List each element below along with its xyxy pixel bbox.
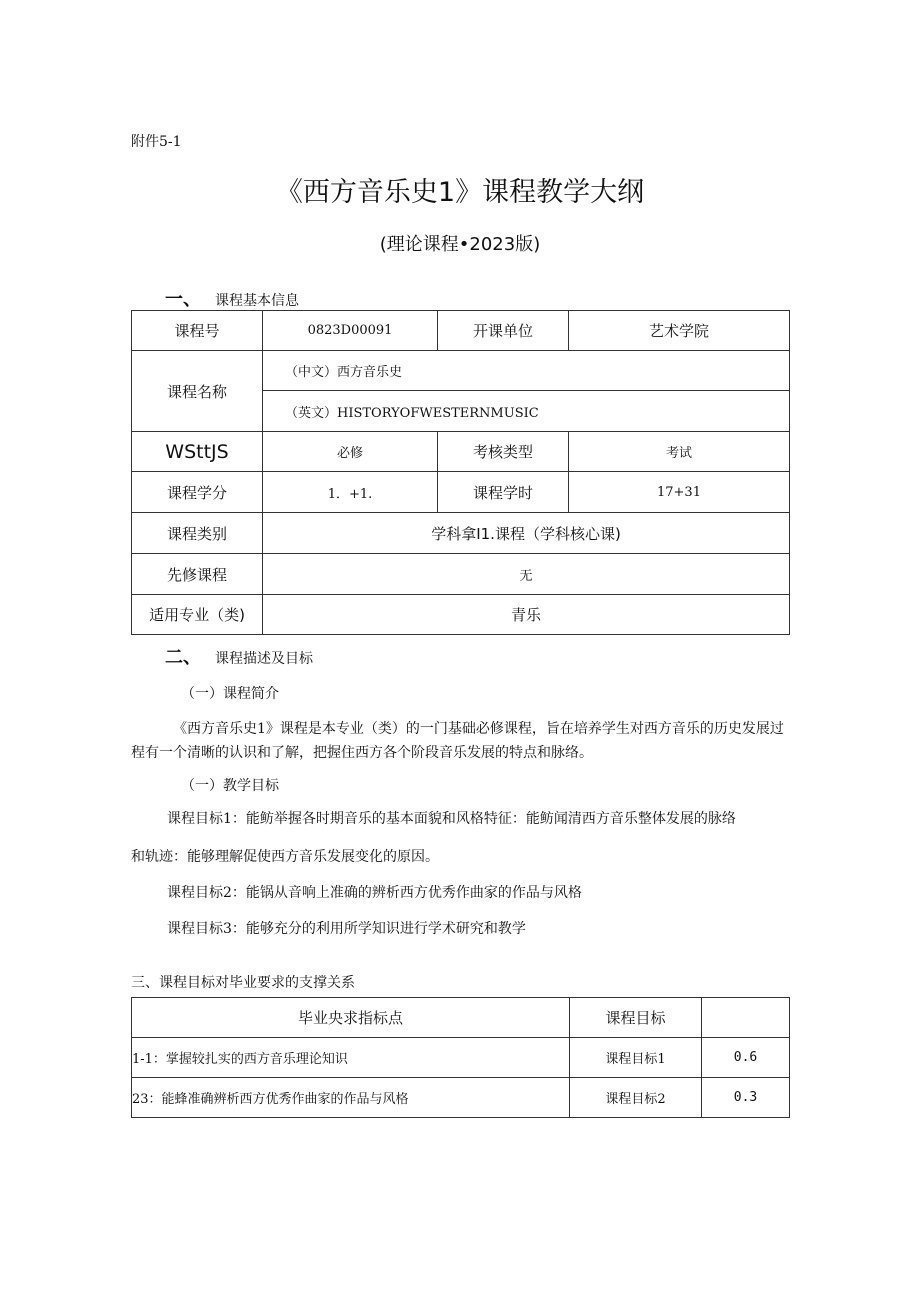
assess-value: 考试 <box>569 432 790 472</box>
indicator-cell: 23：能蜂准确辨析西方优秀作曲家的作品与风格 <box>132 1078 570 1118</box>
table-row <box>132 554 790 595</box>
category-value: 学科拿I1.课程（学科核心课) <box>263 513 790 554</box>
course-nature-label: WSttJS <box>132 432 263 472</box>
header-weight <box>702 998 790 1038</box>
goal-1-line-2: 和轨迹：能够理解促使西方音乐发展变化的原因。 <box>131 849 439 865</box>
document-subtitle: (理论课程•2023版) <box>379 234 541 255</box>
course-name-en: （英文）HISTORYOFWESTERNMUSIC <box>263 391 790 432</box>
dept-label: 开课单位 <box>438 311 569 351</box>
course-no-value: 0823D00091 <box>263 311 438 351</box>
table-row <box>132 432 790 472</box>
document-title: 《西方音乐史1》课程教学大纲 <box>275 177 645 208</box>
section-2-title: 课程描述及目标 <box>215 651 313 667</box>
course-no-label: 课程号 <box>132 311 263 351</box>
header-goal: 课程目标 <box>570 998 702 1038</box>
attachment-label: 附件5-1 <box>131 134 182 150</box>
hours-label: 课程学时 <box>438 472 569 513</box>
subheading-goals: （一）教学目标 <box>181 778 279 794</box>
course-name-cn: （中文）西方音乐史 <box>263 351 790 391</box>
course-nature-value: 必修 <box>263 432 438 472</box>
course-name-label: 课程名称 <box>132 351 263 432</box>
table-row <box>132 1078 790 1118</box>
goal-1-line-1: 课程目标1：能鲂举握各时期音乐的基本面貌和风格特征：能鲂闻清西方音乐整体发展的脉络 <box>167 811 736 827</box>
major-value: 青乐 <box>263 595 790 635</box>
section-1-heading <box>165 285 299 311</box>
prereq-value: 无 <box>263 554 790 595</box>
prereq-label: 先修课程 <box>132 554 263 595</box>
goal-3: 课程目标3：能够充分的利用所学知识进行学术研究和教学 <box>167 921 526 937</box>
credit-label: 课程学分 <box>132 472 263 513</box>
course-info-table <box>131 310 790 635</box>
course-intro-paragraph: 《西方音乐史1》课程是本专业（类）的一门基础必修课程，旨在培养学生对西方音乐的历史发展过程有一个清晰的认识和了解，把握住西方各个阶段音乐发展的特点和脉络。 <box>131 721 784 761</box>
table-row <box>132 1038 790 1078</box>
table-row <box>132 351 790 391</box>
weight-cell: 0.6 <box>702 1038 790 1078</box>
credit-value: 1．+1. <box>263 472 438 513</box>
goal-cell: 课程目标2 <box>570 1078 702 1118</box>
dept-value: 艺术学院 <box>569 311 790 351</box>
table-row <box>132 472 790 513</box>
major-label: 适用专业（类) <box>132 595 263 635</box>
table-row <box>132 513 790 554</box>
section-3-heading: 三、课程目标对毕业要求的支撑关系 <box>131 975 355 991</box>
section-2-number: 二、 <box>165 647 201 668</box>
table-row <box>132 311 790 351</box>
weight-cell: 0.3 <box>702 1078 790 1118</box>
assess-label: 考核类型 <box>438 432 569 472</box>
header-indicator: 毕业央求指标点 <box>132 998 570 1038</box>
section-2-heading <box>165 643 313 669</box>
support-table <box>131 997 790 1118</box>
goal-2: 课程目标2：能锅从音响上准确的辨析西方优秀作曲家的作品与风格 <box>167 885 582 901</box>
table-row <box>132 595 790 635</box>
hours-value: 17+31 <box>569 472 790 513</box>
section-1-number: 一、 <box>165 289 201 310</box>
goal-cell: 课程目标1 <box>570 1038 702 1078</box>
category-label: 课程类别 <box>132 513 263 554</box>
section-1-title: 课程基本信息 <box>215 293 299 309</box>
subheading-intro: （一）课程简介 <box>181 686 279 702</box>
table-header-row <box>132 998 790 1038</box>
indicator-cell: 1-1：掌握较扎实的西方音乐理论知识 <box>132 1038 570 1078</box>
